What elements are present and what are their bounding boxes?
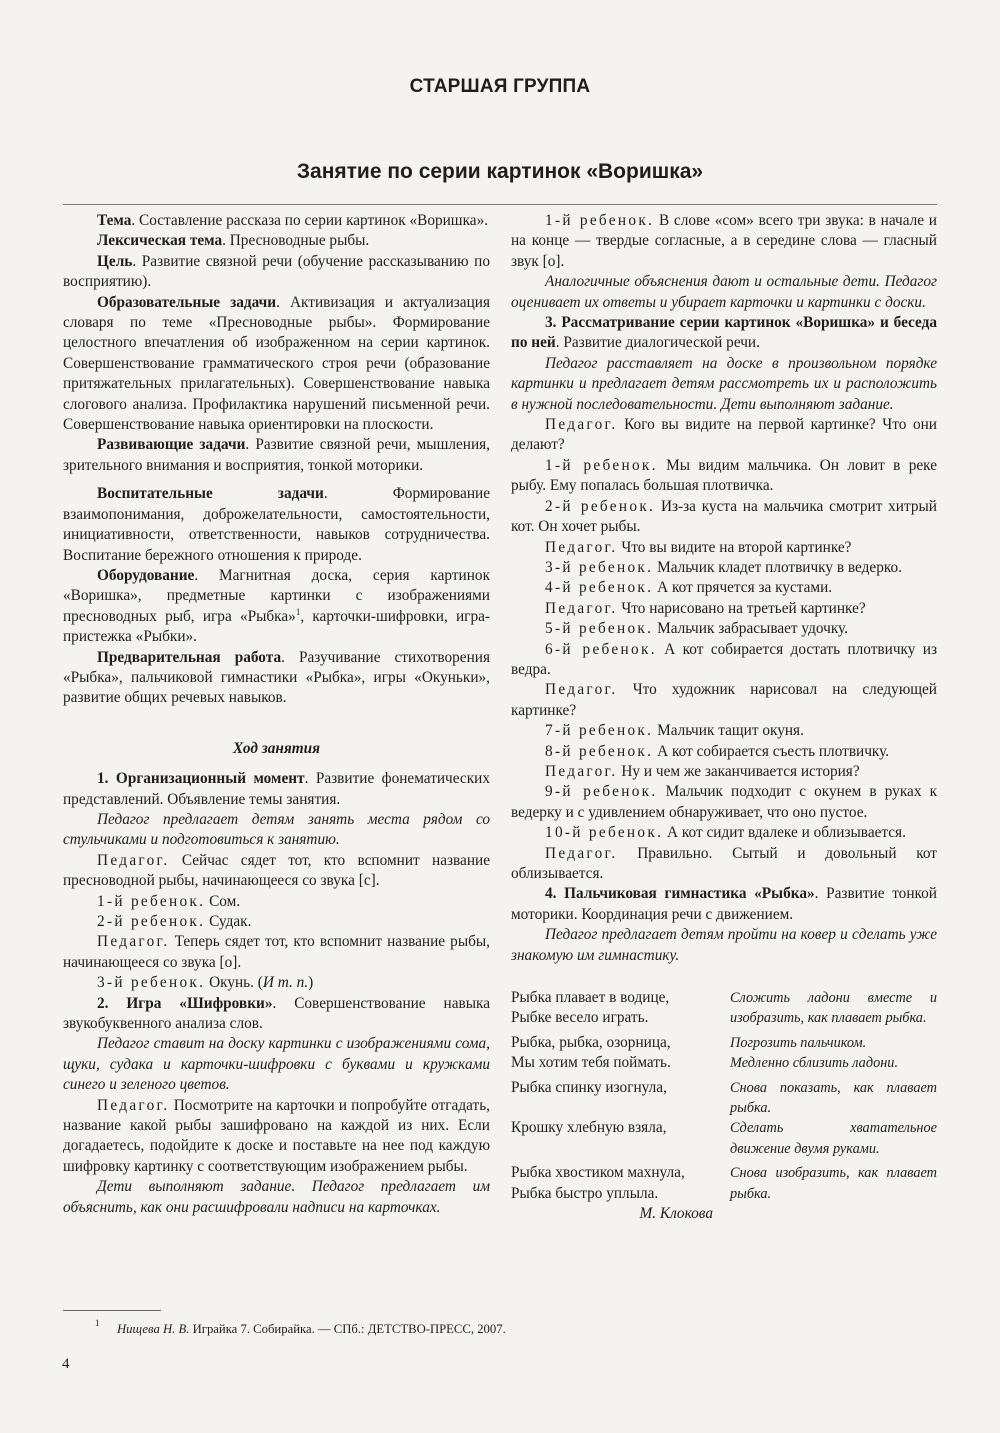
utterance: Окунь. ( [205,974,263,992]
topic-text: . Составление рассказа по серии картинок «Воришка». [131,212,489,229]
upbringing-tasks-paragraph [63,484,490,566]
step3-instruction: Педагог расставляет на доске в произвольном порядке картинки и предлагает детям рассмотреть их и расположить в нужной последовательности. Дети выполняют задание. [511,354,937,413]
equipment-text-end: , карточки-шифровки, игра-пристежка «Рыбки». [63,607,490,646]
speaker: 1-й ребенок. [97,892,206,910]
utterance: Правильно. Сытый и довольный кот облизывается. [511,844,937,882]
dialog-line [511,415,937,456]
lexical-paragraph [63,231,490,251]
lesson-title: Занятие по серии картинок «Воришка» [296,160,704,183]
poem-action: Снова изобразить, как плавает рыбка. [730,1165,937,1202]
speaker: 2-й ребенок. [97,913,206,930]
dialog-line [511,721,937,741]
goal-text: . Развитие связной речи (обучение рассказыванию по восприятию). [63,252,490,291]
prep-paragraph [63,648,490,709]
dialog [511,415,937,884]
right-column [511,211,937,1225]
prep-label: Предварительная работа [97,648,282,666]
dialog-line [63,892,490,912]
poem-action: Снова показать, как плавает рыбка. [730,1079,937,1117]
dialog-line [511,823,937,843]
speaker: 4-й ребенок. [545,579,654,597]
utterance: А кот собирается достать плотвичку из ведра. [511,640,937,678]
poem-stanza [511,1163,937,1204]
utterance: Кого вы видите на первой картинке? Что они делают? [511,416,937,454]
poem [511,988,937,1204]
section-heading: СТАРШАЯ ГРУППА [409,76,591,97]
dialog-line [63,932,490,973]
speaker: 5-й ребенок. [545,620,654,638]
step2-instruction: Педагог ставит на доску картинки с изображениями сома, щуки, судака и карточки-шифровки с буквами и кружками синего и зеленого цветов. [63,1035,490,1094]
utterance: Что вы видите на второй картинке? [617,538,852,556]
step3-text: . Развитие диалогической речи. [555,334,760,352]
poem-line: Рыбка, рыбка, озорница, [511,1033,671,1051]
dialog-line [63,1096,490,1178]
footnote-marker: 1 [295,606,301,617]
utterance: Мы видим мальчика. Он ловит в реке рыбу. Ему попалась большая плотвичка. [511,456,937,495]
poem-line: Рыбка хвостиком махнула, [511,1164,685,1182]
equipment-label: Оборудование [97,566,195,584]
dialog-line [511,558,937,578]
speaker: Педагог. [97,851,170,869]
prep-text: . Разучивание стихотворения «Рыбка», пальчиковой гимнастики «Рыбка», игры «Окуньки», развитие общих речевых навыков. [63,648,490,707]
title-rule [63,204,937,205]
lexical-label: Лексическая тема [97,232,223,250]
utterance: Ну и чем же заканчивается история? [617,762,860,780]
step2-text: . Совершенствование навыка звукобуквенного анализа слов. [63,994,490,1033]
dev-tasks-paragraph [63,435,490,476]
speaker: Педагог. [545,538,618,556]
utterance: Сейчас сядет тот, кто вспомнит название пресноводной рыбы, начинающееся со звука [с]. [63,851,490,890]
dialog-line [511,456,937,497]
etc-note: И т. п. [262,974,309,992]
speaker: 10-й ребенок. [545,824,664,842]
speaker: Педагог. [545,762,618,780]
step1-label: 1. Организационный момент [97,770,305,788]
utterance: Судак. [205,913,252,930]
step4-label: 4. Пальчиковая гимнастика «Рыбка» [545,885,815,903]
utterance: Что художник нарисовал на следующей картинке? [511,681,937,719]
speaker: 1-й ребенок. [545,212,655,229]
step3-label: 3. Рассматривание серии картинок «Воришка» и беседа по ней [511,314,937,352]
step2-instruction-2: Дети выполняют задание. Педагог предлагает им объяснить, как они расшифровали надписи на карточках. [63,1178,490,1216]
etc-close: ) [308,974,314,992]
speaker: 9-й ребенок. [545,783,658,801]
poem-line: Крошку хлебную взяла, [511,1119,667,1137]
utterance: Что нарисовано на третьей картинке? [617,599,866,617]
dialog-line [63,973,490,993]
dialog-line [511,844,937,885]
step4-instruction: Педагог предлагает детям пройти на ковер и сделать уже знакомую им гимнастику. [511,926,937,964]
poem-verse [511,1033,721,1053]
footnote [95,1318,915,1337]
utterance: Из-за куста на мальчика смотрит хитрый кот. Он хочет рыбы. [511,497,937,536]
footnote-text: Играйка 7. Собирайка. — СПб.: ДЕТСТВО-ПРЕСС, 2007. [189,1322,506,1336]
poem-verse [511,1163,721,1204]
step1-text: . Развитие фонематических представлений. Объявление темы занятия. [63,770,490,808]
utterance: Теперь сядет тот, кто вспомнит название рыбы, начинающееся со звука [о]. [63,933,490,971]
utterance: А кот собирается съесть плотвичку. [653,742,890,760]
poem-action: Медленно сблизить ладони. [730,1055,899,1072]
utterance: Сом. [205,892,241,910]
topic-paragraph [63,211,490,231]
utterance: Мальчик тащит окуня. [653,722,804,740]
dev-tasks-text: . Развитие связной речи, мышления, зрительного внимания и восприятия, тонкой моторики. [63,436,491,474]
speaker: 8-й ребенок. [545,742,654,760]
topic-label: Тема [97,212,132,229]
utterance: Посмотрите на карточки и попробуйте отгадать, название какой рыбы зашифровано на каждой из них. Если догадаетесь, подойдите к доске и поставьте на нее под каждую шифровку картинку с соответствующим изображением рыбы. [63,1096,490,1175]
poem-verse [511,988,721,1029]
step2-paragraph [63,994,490,1035]
dialog-line [511,762,937,782]
poem-stanza [511,1053,937,1073]
course-heading: Ход занятия [232,739,321,757]
poem-action: Сделать хватательное движение двумя руками. [730,1120,937,1157]
goal-paragraph [63,252,490,293]
poem-line: Рыбка плавает в водице, [511,989,670,1007]
dialog-line [511,578,937,598]
dialog-line [511,742,937,762]
speaker: 3-й ребенок. [545,558,654,576]
speaker: Педагог. [545,844,618,862]
utterance: А кот сидит вдалеке и облизывается. [663,824,906,842]
utterance: А кот прячется за кустами. [653,579,833,597]
poem-stanza [511,1078,937,1119]
speaker: 3-й ребенок. [97,974,206,992]
edu-tasks-label: Образовательные задачи [97,293,277,311]
poem-verse [511,1078,721,1119]
utterance: В слове «сом» всего три звука: в начале и на конце — твердые согласные, а в середине слова — гласный звук [о]. [511,212,937,270]
poem-line: Мы хотим тебя поймать. [511,1054,671,1072]
edu-tasks-text: . Активизация и актуализация словаря по теме «Пресноводные рыбы». Формирование целостного впечатления об изображенном на серии картинок. Совершенствование грамматического строя речи (образование притяжательных прилагательных). Совершенствование навыка слогового анализа. Профилактика нарушений письменной речи. Совершенствование навыка ориентировки на плоскости. [63,293,490,434]
poem-stanza [511,988,937,1029]
edu-tasks-paragraph [63,293,490,436]
left-column [63,211,490,1218]
dialog-line [63,912,490,932]
poem-verse [511,1053,721,1073]
speaker: Педагог. [97,933,170,951]
dev-tasks-label: Развивающие задачи [97,436,246,454]
poem-line: Рыбка спинку изогнула, [511,1078,667,1096]
poem-verse [511,1118,721,1159]
equipment-text: . Магнитная доска, серия картинок «Воришка», предметные картинки с изображениями пресноводных рыб, игра «Рыбка» [63,566,490,625]
poem-line: Рыбке весело играть. [511,1009,649,1027]
speaker: Педагог. [97,1096,170,1114]
poem-line: Рыбка быстро уплыла. [511,1184,659,1202]
dialog-line [511,497,937,538]
dialog-line [511,782,937,823]
step1-instruction: Педагог предлагает детям занять места рядом со стульчиками и подготовиться к занятию. [63,810,490,849]
step2-evaluation: Аналогичные объяснения дают и остальные дети. Педагог оценивает их ответы и убирает карточки и картинки с доски. [511,273,937,311]
step4-paragraph [511,884,937,925]
speaker: Педагог. [545,599,618,617]
speaker: 1-й ребенок. [545,456,658,474]
equipment-paragraph [63,566,490,648]
step4-text: . Развитие тонкой моторики. Координация речи с движением. [511,885,937,923]
poem-stanza [511,1033,937,1053]
utterance: Мальчик забрасывает удочку. [653,620,848,638]
step2-label: 2. Игра «Шифровки» [97,994,273,1012]
footnote-number: 1 [95,1318,100,1328]
speaker: Педагог. [545,416,618,434]
dialog-line [511,599,937,619]
page-number: 4 [62,1356,70,1372]
upbringing-tasks-text: . Формирование взаимопонимания, доброжелательности, самостоятельности, инициативности, ответственности, навыков сотрудничества. Воспитание бережного отношения к природе. [63,485,491,564]
lexical-text: . Пресноводные рыбы. [222,232,370,250]
poem-author: М. Клокова [639,1205,713,1223]
speaker: 7-й ребенок. [545,722,654,740]
upbringing-tasks-label: Воспитательные задачи [97,485,324,503]
step3-paragraph [511,313,937,354]
utterance: Мальчик кладет плотвичку в ведерко. [653,558,902,576]
goal-label: Цель [97,252,133,270]
step1-paragraph [63,769,490,810]
dialog-line [511,680,937,721]
speaker: 6-й ребенок. [545,640,657,658]
dialog-line [511,538,937,558]
speaker: Педагог. [545,681,618,699]
dialog-line [511,640,937,681]
poem-stanza [511,1118,937,1159]
poem-action: Погрозить пальчиком. [730,1034,867,1051]
footnote-rule [63,1310,161,1311]
poem-action: Сложить ладони вместе и изобразить, как плавает рыбка. [730,990,937,1027]
dialog-line [511,211,937,272]
dialog-line [63,851,490,892]
speaker: 2-й ребенок. [545,497,656,515]
footnote-author: Нищева Н. В. [117,1322,190,1336]
utterance: Мальчик подходит с окунем в руках к ведерку и с удивлением обнаруживает, что оно пустое. [511,783,938,821]
dialog-line [511,619,937,639]
